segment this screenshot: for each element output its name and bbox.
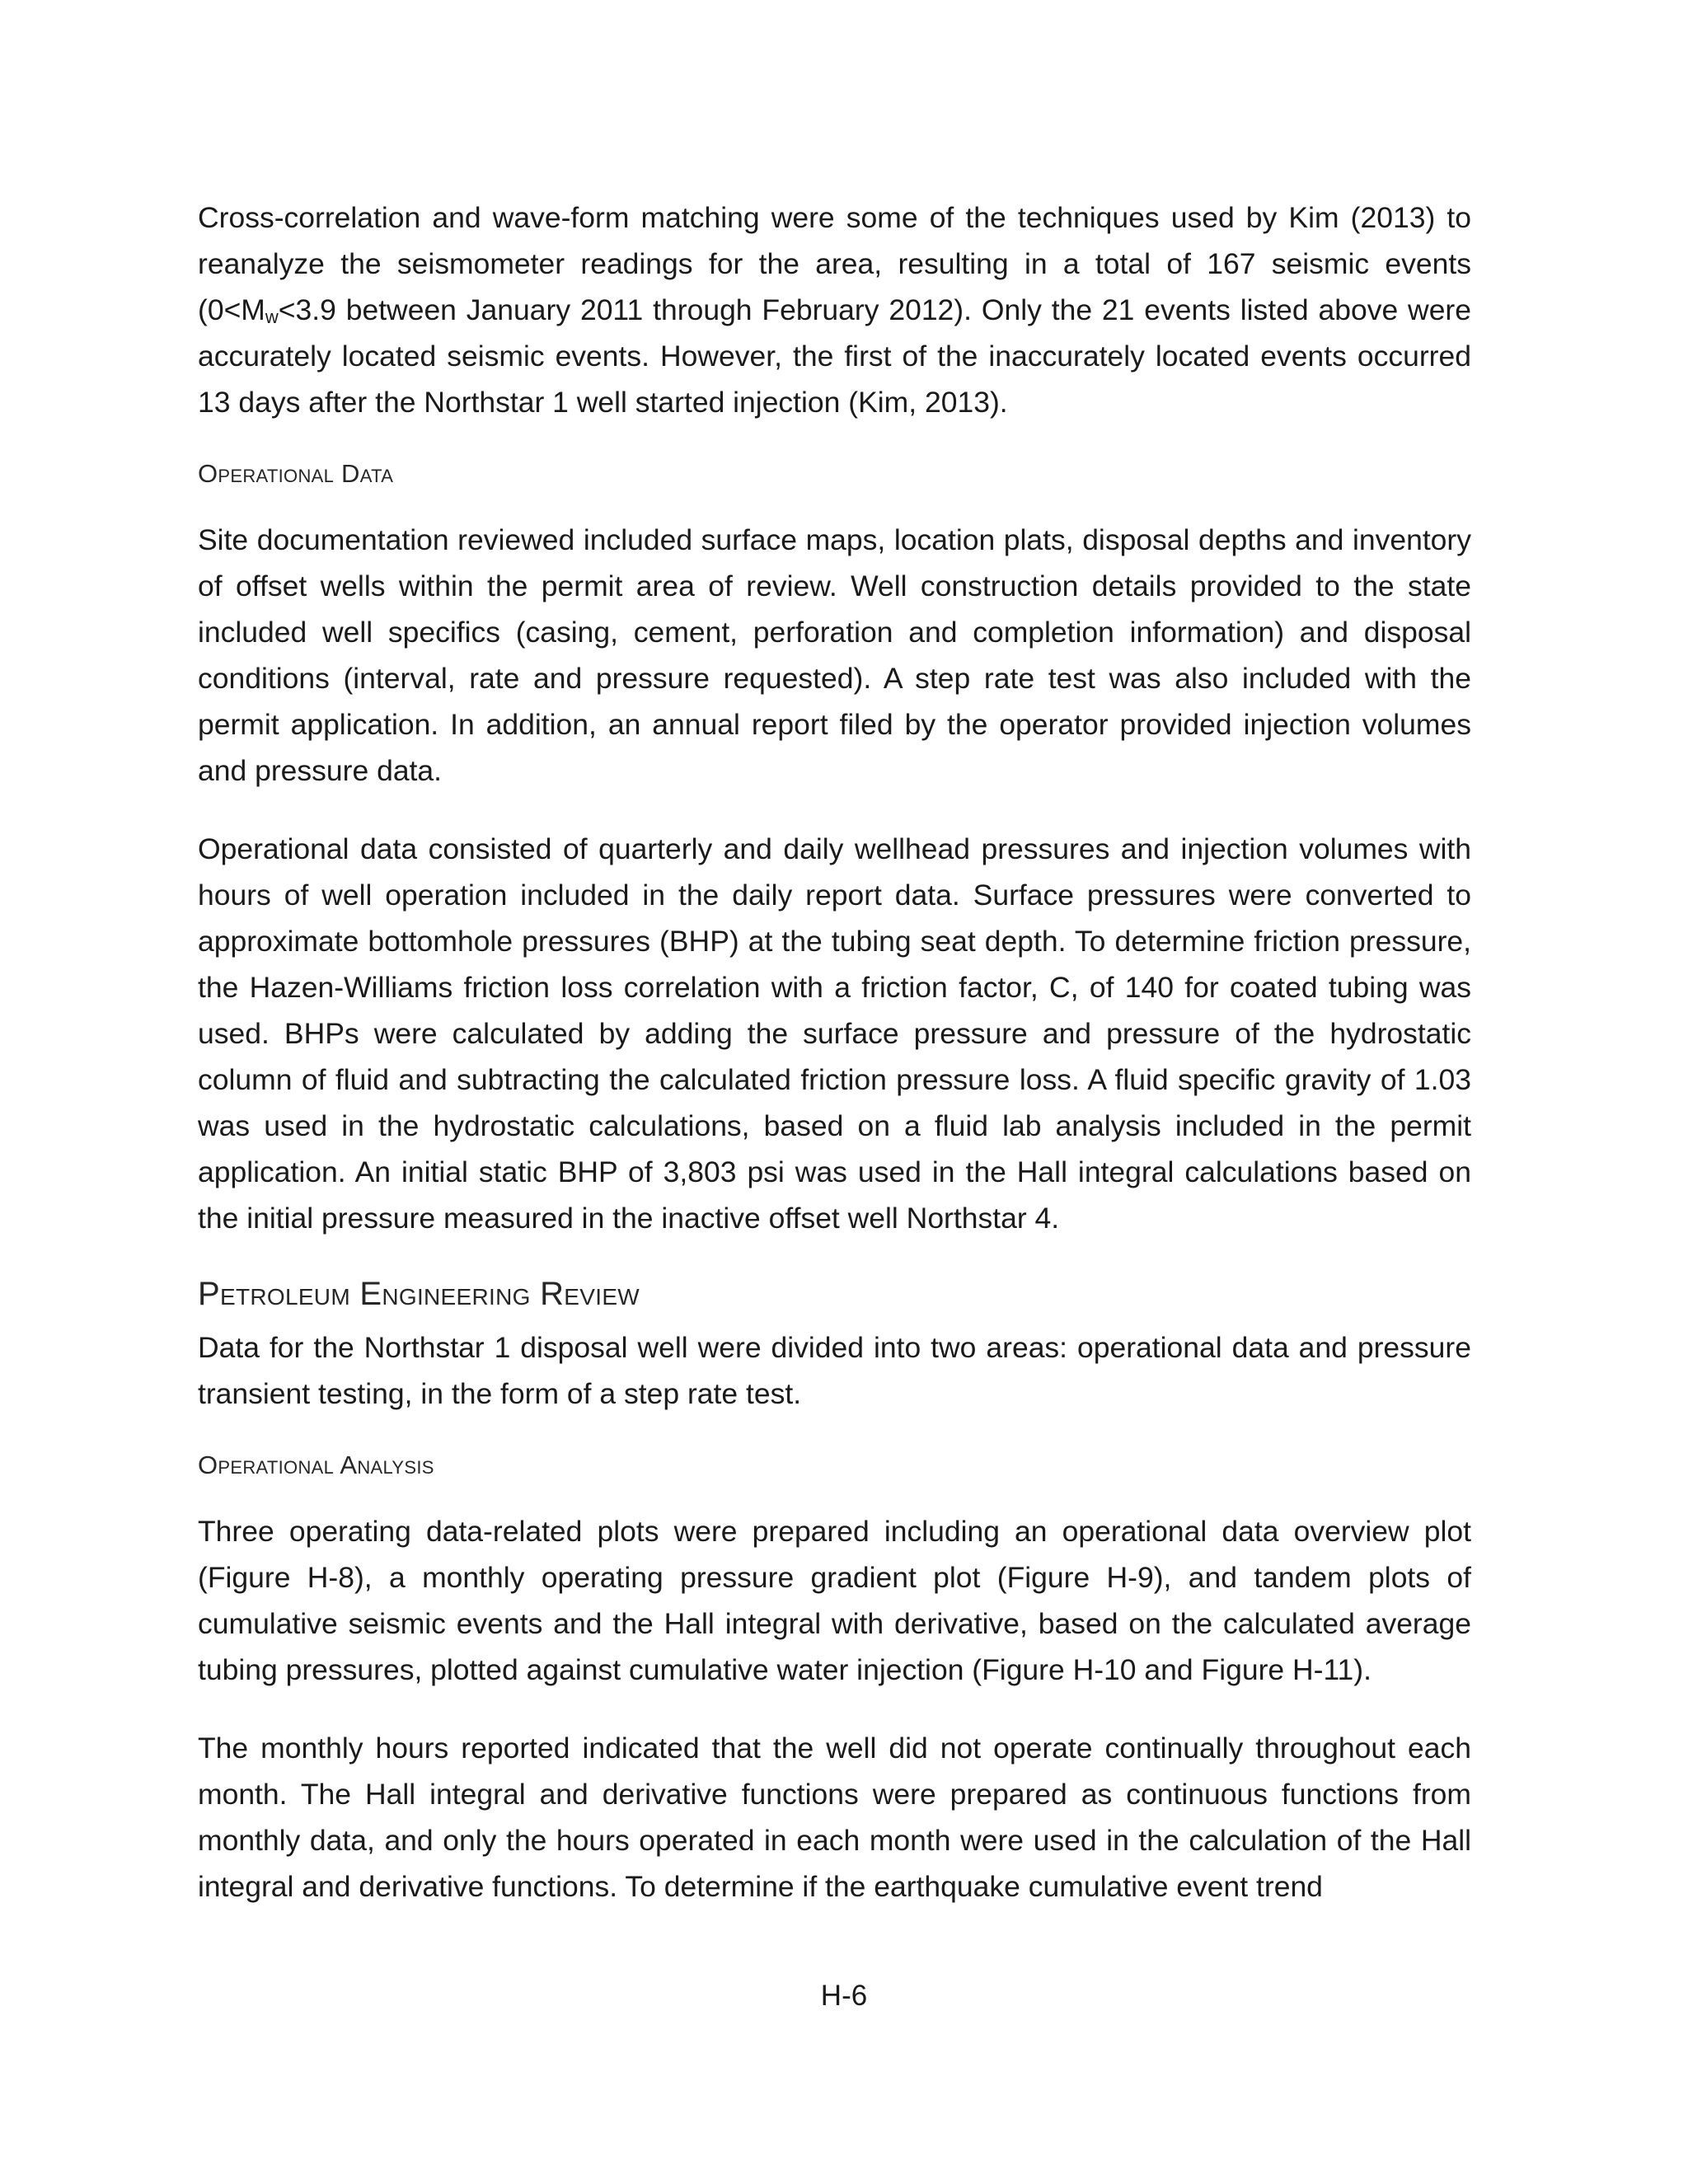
page-number: H-6 <box>820 1980 868 2012</box>
paragraph-site-documentation: Site documentation reviewed included surface maps, location plats, disposal depths and inventory of offset wells within the permit area of review. Well construction details provided to the state included well specifics (casing, cement, perforation and completion information) and disposal conditions (interval, rate and pressure requested). A step rate test was also included with the permit application. In addition, an annual report filed by the operator provided injection volumes and pressure data. <box>198 523 1471 787</box>
heading-petroleum-engineering-review: Petroleum Engineering Review <box>198 1276 640 1312</box>
paragraph-operational-data: Operational data consisted of quarterly and daily wellhead pressures and injection volumes with hours of well operation included in the daily report data. Surface pressures were converted to approximate bottomhole pressures (BHP) at the tubing seat depth. To determine friction pressure, the Hazen-Williams friction loss correlation with a friction factor, C, of 140 for coated tubing was used. BHPs were calculated by adding the surface pressure and pressure of the hydrostatic column of fluid and subtracting the calculated friction pressure loss. A fluid specific gravity of 1.03 was used in the hydrostatic calculations, based on a fluid lab analysis included in the permit application. An initial static BHP of 3,803 psi was used in the Hall integral calculations based on the initial pressure measured in the inactive offset well Northstar 4. <box>198 832 1471 1235</box>
page-body <box>198 194 1471 1910</box>
magnitude-subscript: w <box>265 307 279 327</box>
paragraph-seismic-reanalysis-text-1: Cross-correlation and wave-form matching were some of the techniques used by Kim (2013) to reanalyze the seismometer readings for the area, resulting in a total of 167 seismic events (0<M <box>198 201 1471 326</box>
paragraph-monthly-hours: The monthly hours reported indicated that the well did not operate continually throughout each month. The Hall integral and derivative functions were prepared as continuous functions from monthly data, and only the hours operated in each month were used in the calculation of the Hall integral and derivative functions. To determine if the earthquake cumulative event trend <box>198 1732 1471 1903</box>
heading-operational-analysis: Operational Analysis <box>198 1451 434 1479</box>
paragraph-seismic-reanalysis-text-2: <3.9 between January 2011 through February 2012). Only the 21 events listed above were accurately located seismic events. However, the first of the inaccurately located events occurred 13 days after the Northstar 1 well started injection (Kim, 2013). <box>198 293 1471 419</box>
paragraph-data-division: Data for the Northstar 1 disposal well were divided into two areas: operational data and pressure transient testing, in the form of a step rate test. <box>198 1331 1471 1410</box>
paragraph-seismic-reanalysis <box>198 194 1471 425</box>
paragraph-operating-plots: Three operating data-related plots were prepared including an operational data overview plot (Figure H-8), a monthly operating pressure gradient plot (Figure H-9), and tandem plots of cumulative seismic events and the Hall integral with derivative, based on the calculated average tubing pressures, plotted against cumulative water injection (Figure H-10 and Figure H-11). <box>198 1515 1471 1686</box>
heading-operational-data: Operational Data <box>198 459 394 488</box>
